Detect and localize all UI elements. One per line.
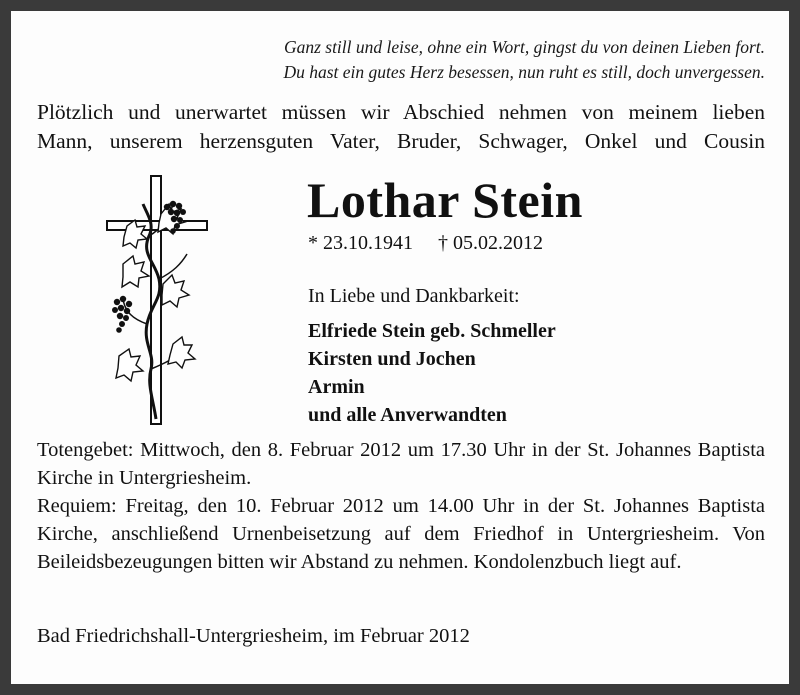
cross-with-grapevine-icon [103,174,213,426]
service-details [37,436,765,576]
intro-line-2: Mann, unserem herzensguten Vater, Bruder, Schwager, Onkel und Cousin [37,129,765,153]
deceased-name: Lothar Stein [307,172,583,228]
mourners-list [308,317,556,429]
mourner-name: Armin [308,376,365,398]
life-dates: * 23.10.1941 † 05.02.2012 [308,232,543,254]
intro-text [37,98,765,156]
mourner-name: Elfriede Stein geb. Schmeller [308,320,556,342]
place-and-date: Bad Friedrichshall-Untergriesheim, im Februar 2012 [37,625,470,647]
intro-line-1: Plötzlich und unerwartet müssen wir Abschied nehmen von meinem lieben [37,100,765,124]
motto-line-1: Ganz still und leise, ohne ein Wort, gingst du von deinen Lieben fort. [283,37,765,57]
mourner-name: und alle Anverwandten [308,404,507,426]
mourner-name: Kirsten und Jochen [308,348,476,370]
mourners-intro: In Liebe und Dankbarkeit: [308,285,520,307]
motto-verse [37,35,765,85]
motto-line-2: Du hast ein gutes Herz besessen, nun ruht es still, doch unvergessen. [283,62,765,82]
requiem-text: Requiem: Freitag, den 10. Februar 2012 um 14.00 Uhr in der St. Johannes Baptista Kirche, anschließend Urnenbeisetzung auf dem Friedhof in Untergriesheim. Von Beileidsbezeugungen bitten wir Abstand zu nehmen. Kondolenzbuch liegt auf. [37,495,765,573]
prayer-service-text: Totengebet: Mittwoch, den 8. Februar 2012 um 17.30 Uhr in der St. Johannes Baptista Kirche in Untergriesheim. [37,439,765,489]
